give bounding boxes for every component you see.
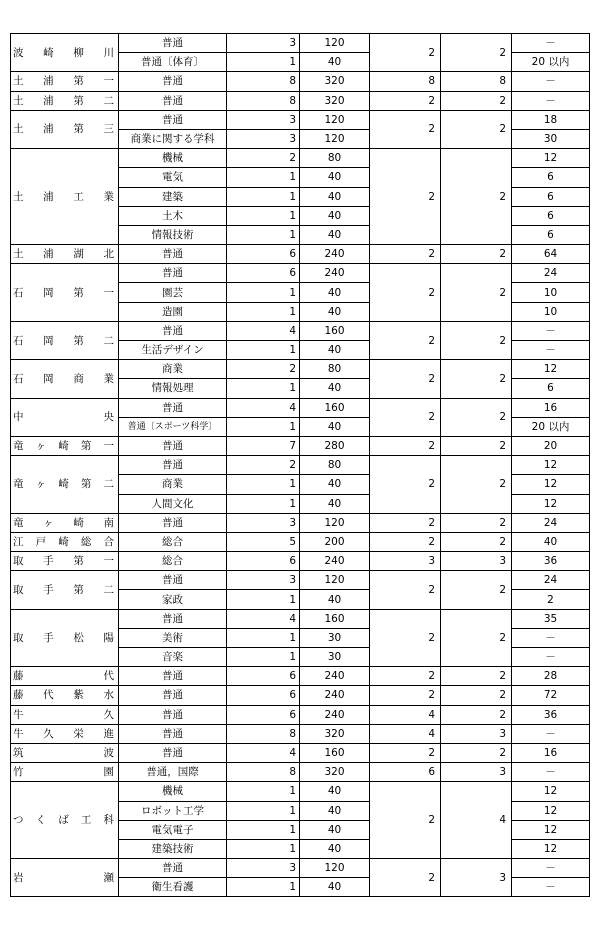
capacity: 40 (300, 225, 370, 244)
capacity: 40 (300, 782, 370, 801)
note: 10 (512, 283, 590, 302)
capacity: 120 (300, 110, 370, 129)
course-name: 普通 (119, 110, 227, 129)
value-a: 4 (370, 705, 441, 724)
capacity: 240 (300, 705, 370, 724)
course-name: 普通 (119, 72, 227, 91)
table-row (11, 782, 590, 801)
note: － (512, 724, 590, 743)
course-name: 情報処理 (119, 379, 227, 398)
class-count: 6 (227, 705, 300, 724)
course-name: 普通 (119, 321, 227, 340)
note: － (512, 341, 590, 360)
capacity: 240 (300, 552, 370, 571)
value-b: 2 (441, 245, 512, 264)
admissions-table (10, 33, 590, 897)
table-row (11, 398, 590, 417)
value-a: 2 (370, 513, 441, 532)
note: 12 (512, 494, 590, 513)
value-b: 2 (441, 609, 512, 667)
capacity: 80 (300, 456, 370, 475)
table-row (11, 724, 590, 743)
value-a: 2 (370, 398, 441, 436)
capacity: 40 (300, 417, 370, 436)
capacity: 240 (300, 264, 370, 283)
note: － (512, 91, 590, 110)
note: 16 (512, 743, 590, 762)
value-b: 2 (441, 360, 512, 398)
class-count: 4 (227, 609, 300, 628)
class-count: 1 (227, 839, 300, 858)
class-count: 1 (227, 283, 300, 302)
class-count: 2 (227, 360, 300, 379)
table-row (11, 360, 590, 379)
table-row (11, 513, 590, 532)
course-name: 機械 (119, 149, 227, 168)
course-name: 電気電子 (119, 820, 227, 839)
class-count: 1 (227, 494, 300, 513)
capacity: 160 (300, 398, 370, 417)
capacity: 30 (300, 648, 370, 667)
value-a: 2 (370, 456, 441, 514)
class-count: 6 (227, 552, 300, 571)
class-count: 2 (227, 456, 300, 475)
class-count: 4 (227, 743, 300, 762)
note: 12 (512, 782, 590, 801)
capacity: 320 (300, 763, 370, 782)
capacity: 40 (300, 206, 370, 225)
class-count: 3 (227, 859, 300, 878)
school-name: 取手第二 (11, 571, 119, 609)
value-a: 2 (370, 34, 441, 72)
note: 12 (512, 801, 590, 820)
school-name: 竜ヶ崎第二 (11, 456, 119, 514)
note: － (512, 72, 590, 91)
table-row (11, 110, 590, 129)
capacity: 120 (300, 34, 370, 53)
capacity: 200 (300, 532, 370, 551)
note: 10 (512, 302, 590, 321)
note: 20 (512, 436, 590, 455)
class-count: 2 (227, 149, 300, 168)
course-name: 商業に関する学科 (119, 129, 227, 148)
school-name: 土浦工業 (11, 149, 119, 245)
note: 12 (512, 456, 590, 475)
school-name: 竜ヶ崎南 (11, 513, 119, 532)
value-a: 8 (370, 72, 441, 91)
class-count: 1 (227, 187, 300, 206)
table-row (11, 609, 590, 628)
school-name: 石岡第一 (11, 264, 119, 322)
class-count: 6 (227, 667, 300, 686)
table-body (11, 34, 590, 897)
class-count: 3 (227, 129, 300, 148)
capacity: 120 (300, 859, 370, 878)
value-a: 2 (370, 110, 441, 148)
capacity: 120 (300, 513, 370, 532)
value-a: 2 (370, 782, 441, 859)
value-b: 2 (441, 110, 512, 148)
school-name: 石岡商業 (11, 360, 119, 398)
course-name: 総合 (119, 532, 227, 551)
capacity: 40 (300, 839, 370, 858)
note: 28 (512, 667, 590, 686)
value-b: 2 (441, 532, 512, 551)
capacity: 120 (300, 571, 370, 590)
value-b: 2 (441, 398, 512, 436)
class-count: 8 (227, 763, 300, 782)
course-name: 普通 (119, 398, 227, 417)
value-b: 2 (441, 321, 512, 359)
note: － (512, 321, 590, 340)
capacity: 40 (300, 590, 370, 609)
value-a: 2 (370, 609, 441, 667)
value-a: 2 (370, 149, 441, 245)
course-name: 園芸 (119, 283, 227, 302)
capacity: 80 (300, 149, 370, 168)
course-name: 家政 (119, 590, 227, 609)
course-name: 普通 (119, 456, 227, 475)
capacity: 40 (300, 475, 370, 494)
capacity: 320 (300, 724, 370, 743)
table-row (11, 72, 590, 91)
class-count: 1 (227, 417, 300, 436)
capacity: 40 (300, 53, 370, 72)
class-count: 3 (227, 110, 300, 129)
class-count: 8 (227, 91, 300, 110)
class-count: 1 (227, 379, 300, 398)
school-name: 中央 (11, 398, 119, 436)
value-a: 2 (370, 245, 441, 264)
course-name: 造園 (119, 302, 227, 321)
school-name: 江戸崎総合 (11, 532, 119, 551)
course-name: 普通 (119, 859, 227, 878)
capacity: 40 (300, 302, 370, 321)
class-count: 3 (227, 513, 300, 532)
table-row (11, 743, 590, 762)
value-b: 2 (441, 667, 512, 686)
course-name: 人間文化 (119, 494, 227, 513)
class-count: 1 (227, 341, 300, 360)
class-count: 4 (227, 321, 300, 340)
note: 6 (512, 225, 590, 244)
course-name: 普通〔スポーツ科学〕 (119, 417, 227, 436)
class-count: 1 (227, 820, 300, 839)
class-count: 6 (227, 686, 300, 705)
course-name: 普通 (119, 571, 227, 590)
table-row (11, 321, 590, 340)
capacity: 40 (300, 379, 370, 398)
note: － (512, 648, 590, 667)
course-name: 普通 (119, 91, 227, 110)
note: 35 (512, 609, 590, 628)
school-name: 筑波 (11, 743, 119, 762)
course-name: 普通 (119, 245, 227, 264)
school-name: 波崎柳川 (11, 34, 119, 72)
capacity: 320 (300, 72, 370, 91)
course-name: 普通 (119, 686, 227, 705)
note: 36 (512, 552, 590, 571)
table-row (11, 264, 590, 283)
school-name: 牛久 (11, 705, 119, 724)
table-row (11, 571, 590, 590)
value-a: 4 (370, 724, 441, 743)
value-a: 3 (370, 552, 441, 571)
note: 12 (512, 839, 590, 858)
value-a: 2 (370, 532, 441, 551)
value-b: 2 (441, 34, 512, 72)
school-name: 土浦第一 (11, 72, 119, 91)
note: 24 (512, 513, 590, 532)
note: － (512, 859, 590, 878)
class-count: 4 (227, 398, 300, 417)
course-name: 電気 (119, 168, 227, 187)
course-name: 土木 (119, 206, 227, 225)
note: 24 (512, 571, 590, 590)
school-name: 藤代 (11, 667, 119, 686)
course-name: 普通 (119, 705, 227, 724)
value-a: 2 (370, 91, 441, 110)
course-name: 普通 (119, 667, 227, 686)
table-row (11, 705, 590, 724)
value-b: 3 (441, 763, 512, 782)
course-name: 普通 (119, 743, 227, 762)
class-count: 6 (227, 264, 300, 283)
course-name: 生活デザイン (119, 341, 227, 360)
class-count: 8 (227, 724, 300, 743)
course-name: 普通 (119, 513, 227, 532)
course-name: 建築技術 (119, 839, 227, 858)
value-a: 2 (370, 859, 441, 897)
course-name: 総合 (119, 552, 227, 571)
school-name: つくば工科 (11, 782, 119, 859)
class-count: 1 (227, 302, 300, 321)
value-b: 2 (441, 686, 512, 705)
table-row (11, 686, 590, 705)
class-count: 3 (227, 571, 300, 590)
value-b: 2 (441, 705, 512, 724)
course-name: 普通 (119, 724, 227, 743)
note: － (512, 878, 590, 897)
note: 2 (512, 590, 590, 609)
course-name: 商業 (119, 360, 227, 379)
value-b: 2 (441, 456, 512, 514)
class-count: 1 (227, 206, 300, 225)
note: 12 (512, 149, 590, 168)
capacity: 120 (300, 129, 370, 148)
value-b: 2 (441, 743, 512, 762)
note: 16 (512, 398, 590, 417)
note: 12 (512, 360, 590, 379)
school-name: 土浦湖北 (11, 245, 119, 264)
capacity: 160 (300, 321, 370, 340)
value-b: 2 (441, 264, 512, 322)
capacity: 160 (300, 609, 370, 628)
capacity: 40 (300, 283, 370, 302)
table-row (11, 532, 590, 551)
note: 64 (512, 245, 590, 264)
value-a: 2 (370, 571, 441, 609)
table-row (11, 667, 590, 686)
value-b: 3 (441, 724, 512, 743)
note: 12 (512, 475, 590, 494)
note: － (512, 763, 590, 782)
class-count: 1 (227, 225, 300, 244)
school-name: 石岡第二 (11, 321, 119, 359)
capacity: 40 (300, 341, 370, 360)
value-a: 2 (370, 686, 441, 705)
value-b: 2 (441, 513, 512, 532)
value-a: 6 (370, 763, 441, 782)
table-row (11, 91, 590, 110)
note: 30 (512, 129, 590, 148)
school-name: 取手松陽 (11, 609, 119, 667)
note: 6 (512, 206, 590, 225)
class-count: 1 (227, 648, 300, 667)
capacity: 40 (300, 820, 370, 839)
capacity: 40 (300, 878, 370, 897)
class-count: 3 (227, 34, 300, 53)
capacity: 40 (300, 187, 370, 206)
note: 40 (512, 532, 590, 551)
class-count: 1 (227, 782, 300, 801)
course-name: 建築 (119, 187, 227, 206)
course-name: 普通 (119, 436, 227, 455)
note: 20 以内 (512, 53, 590, 72)
table-row (11, 436, 590, 455)
value-b: 3 (441, 552, 512, 571)
value-b: 2 (441, 149, 512, 245)
school-name: 牛久栄進 (11, 724, 119, 743)
capacity: 280 (300, 436, 370, 455)
table-row (11, 149, 590, 168)
class-count: 1 (227, 878, 300, 897)
class-count: 1 (227, 590, 300, 609)
table-row (11, 552, 590, 571)
capacity: 240 (300, 667, 370, 686)
course-name: ロボット工学 (119, 801, 227, 820)
course-name: 美術 (119, 628, 227, 647)
course-name: 普通 (119, 609, 227, 628)
course-name: 普通，国際 (119, 763, 227, 782)
school-name: 取手第一 (11, 552, 119, 571)
note: － (512, 34, 590, 53)
value-b: 8 (441, 72, 512, 91)
course-name: 音楽 (119, 648, 227, 667)
school-name: 土浦第三 (11, 110, 119, 148)
capacity: 240 (300, 245, 370, 264)
class-count: 6 (227, 245, 300, 264)
value-a: 2 (370, 321, 441, 359)
course-name: 機械 (119, 782, 227, 801)
capacity: 80 (300, 360, 370, 379)
course-name: 衛生看護 (119, 878, 227, 897)
course-name: 情報技術 (119, 225, 227, 244)
school-name: 岩瀬 (11, 859, 119, 897)
note: 6 (512, 379, 590, 398)
school-name: 竜ヶ崎第一 (11, 436, 119, 455)
capacity: 40 (300, 801, 370, 820)
class-count: 7 (227, 436, 300, 455)
class-count: 5 (227, 532, 300, 551)
capacity: 30 (300, 628, 370, 647)
note: － (512, 628, 590, 647)
class-count: 1 (227, 628, 300, 647)
value-b: 3 (441, 859, 512, 897)
note: 18 (512, 110, 590, 129)
table-row (11, 859, 590, 878)
course-name: 商業 (119, 475, 227, 494)
note: 12 (512, 820, 590, 839)
note: 20 以内 (512, 417, 590, 436)
course-name: 普通 (119, 264, 227, 283)
note: 24 (512, 264, 590, 283)
class-count: 8 (227, 72, 300, 91)
capacity: 40 (300, 494, 370, 513)
course-name: 普通 (119, 34, 227, 53)
class-count: 1 (227, 53, 300, 72)
course-name: 普通〔体育〕 (119, 53, 227, 72)
school-name: 藤代紫水 (11, 686, 119, 705)
table-row (11, 763, 590, 782)
capacity: 160 (300, 743, 370, 762)
capacity: 320 (300, 91, 370, 110)
school-name: 竹園 (11, 763, 119, 782)
note: 6 (512, 168, 590, 187)
table-row (11, 34, 590, 53)
value-b: 2 (441, 436, 512, 455)
capacity: 240 (300, 686, 370, 705)
value-a: 2 (370, 264, 441, 322)
value-b: 2 (441, 91, 512, 110)
value-a: 2 (370, 667, 441, 686)
table-row (11, 456, 590, 475)
capacity: 40 (300, 168, 370, 187)
value-b: 4 (441, 782, 512, 859)
class-count: 1 (227, 801, 300, 820)
value-b: 2 (441, 571, 512, 609)
table-row (11, 245, 590, 264)
value-a: 2 (370, 360, 441, 398)
class-count: 1 (227, 475, 300, 494)
value-a: 2 (370, 436, 441, 455)
note: 6 (512, 187, 590, 206)
note: 36 (512, 705, 590, 724)
note: 72 (512, 686, 590, 705)
school-name: 土浦第二 (11, 91, 119, 110)
value-a: 2 (370, 743, 441, 762)
class-count: 1 (227, 168, 300, 187)
